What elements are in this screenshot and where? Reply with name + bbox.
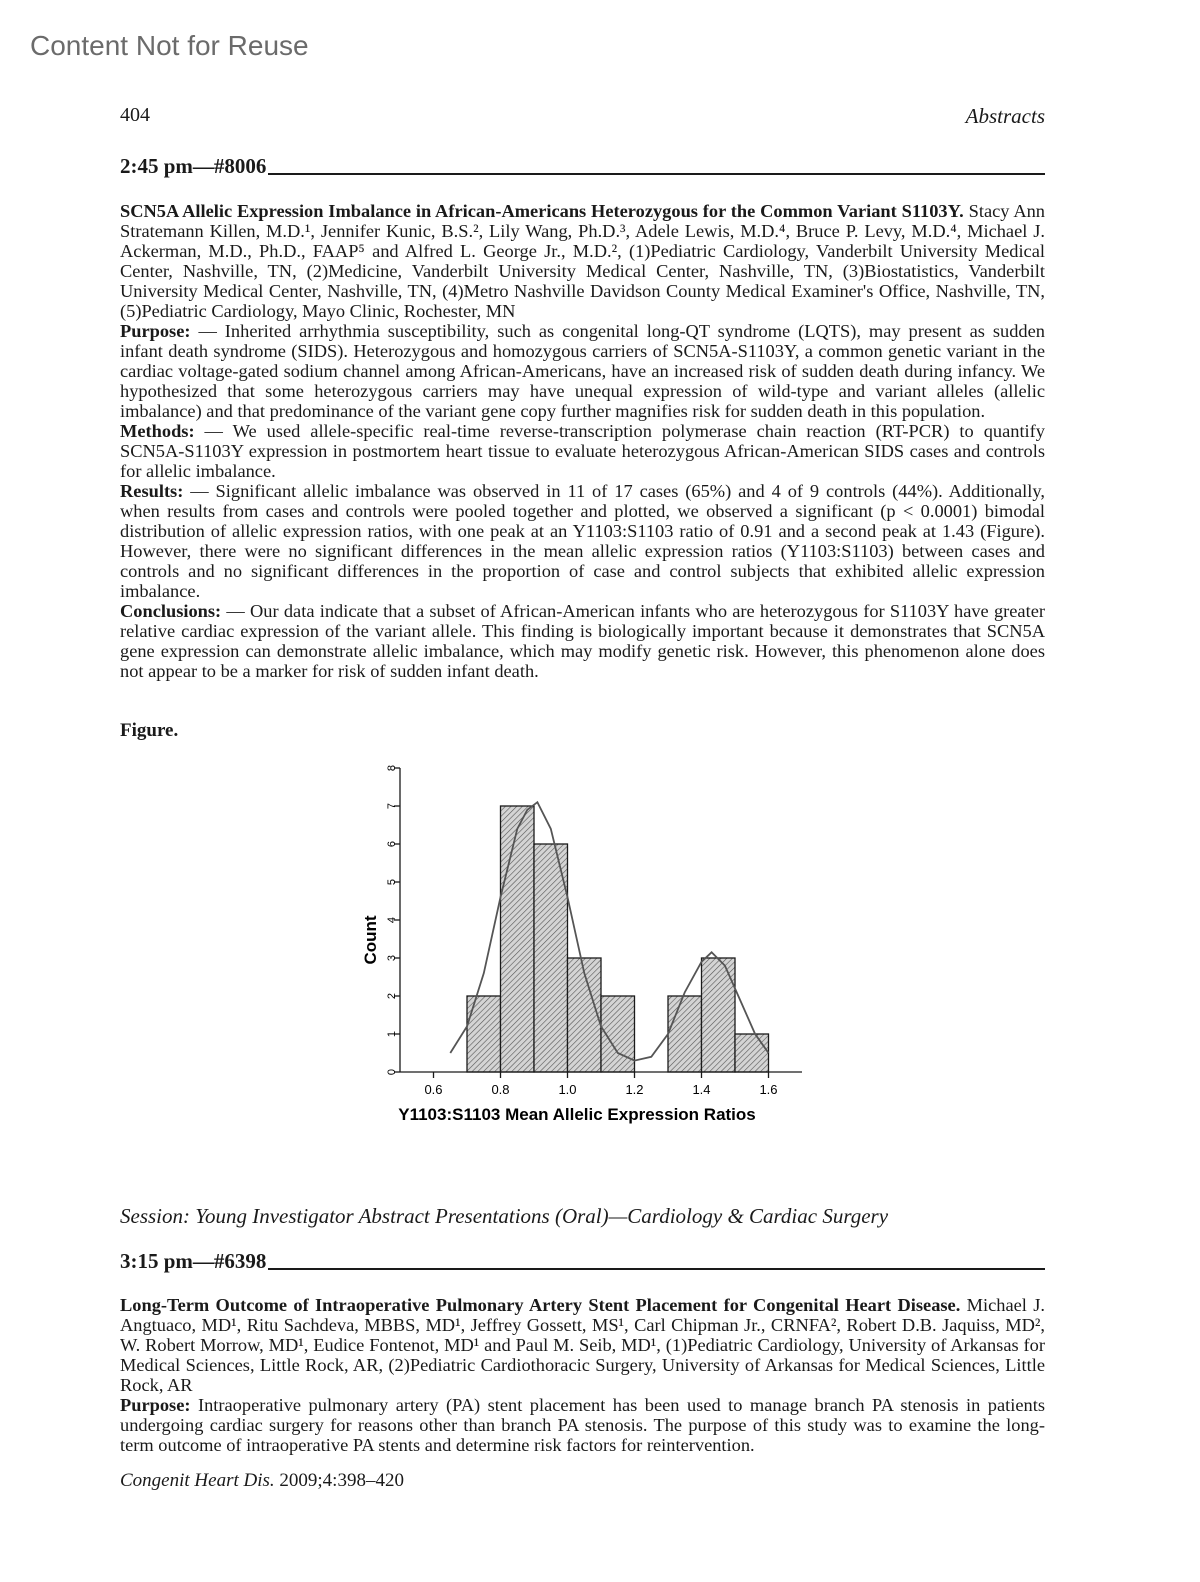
histogram-bar-8 xyxy=(735,1034,769,1072)
heading-rule xyxy=(268,1267,1045,1270)
y-ticks-layer xyxy=(386,765,400,1075)
abstract2-time-heading xyxy=(120,1249,1045,1274)
histogram-bar-1 xyxy=(467,996,501,1072)
y-tick-label: 8 xyxy=(386,764,398,772)
y-tick-label: 3 xyxy=(386,954,398,962)
x-ticks-layer xyxy=(424,1072,777,1097)
abstract2-title: Long-Term Outcome of Intraoperative Pulmonary Artery Stent Placement for Congenital Heart Disease. xyxy=(120,1295,961,1315)
x-tick-label: 1.6 xyxy=(759,1082,778,1097)
abstract1 xyxy=(120,201,1045,681)
y-tick-label: 0 xyxy=(386,1068,398,1076)
y-tick-label: 4 xyxy=(386,916,398,924)
x-tick-label: 0.8 xyxy=(491,1082,510,1097)
histogram-bar-6 xyxy=(668,996,702,1072)
abstract1-authors: Stacy Ann Stratemann Killen, M.D.¹, Jennifer Kunic, B.S.², Lily Wang, Ph.D.³, Adele Lewis, M.D.⁴, Bruce P. Levy, M.D.⁴, Michael J. Ackerman, M.D., Ph.D., FAAP⁵ and Alfred L. George Jr., M.D.², (1)Pediatric Cardiology, Vanderbilt University Medical Center, Nashville, TN, (2)Medicine, Vanderbilt University Medical Center, Nashville, TN, (3)Biostatistics, Vanderbilt University Medical Center, Nashville, TN, (4)Metro Nashville Davidson County Medical Examiner's Office, Nashville, TN, (5)Pediatric Cardiology, Mayo Clinic, Rochester, MN xyxy=(120,201,1045,321)
abstract2-authors: Michael J. Angtuaco, MD¹, Ritu Sachdeva, MBBS, MD¹, Jeffrey Gossett, MS¹, Carl Chipman Jr., CRNFA², Robert D.B. Jaquiss, MD², W. Robert Morrow, MD¹, Eudice Fontenot, MD¹ and Paul M. Seib, MD¹, (1)Pediatric Cardiology, University of Arkansas for Medical Sciences, Little Rock, AR, (2)Pediatric Cardiothoracic Surgery, University of Arkansas for Medical Sciences, Little Rock, AR xyxy=(120,1295,1045,1395)
x-axis-label: Y1103:S1103 Mean Allelic Expression Ratios xyxy=(398,1105,756,1124)
citation-journal: Congenit Heart Dis. xyxy=(120,1470,275,1491)
y-tick-label: 2 xyxy=(386,992,398,1000)
session-line: Session: Young Investigator Abstract Presentations (Oral)—Cardiology & Cardiac Surgery xyxy=(120,1204,889,1228)
y-tick-label: 5 xyxy=(386,878,398,886)
citation xyxy=(120,1470,404,1492)
abstract2 xyxy=(120,1295,1045,1455)
x-tick-label: 1.4 xyxy=(692,1082,711,1097)
abstract1-results: — Significant allelic imbalance was observed in 11 of 17 cases (65%) and 4 of 9 controls (44%). Additionally, when results from cases and controls were pooled together and plotted, we observed a significant (p < 0.0001) bimodal distribution of allelic expression ratios, with one peak at an Y1103:S1103 ratio of 0.91 and a second peak at 1.43 (Figure). However, there were no significant differences in the mean allelic expression ratios (Y1103:S1103) between cases and controls and no significant differences in the proportion of case and control subjects that exhibited allelic expression imbalance. xyxy=(120,481,1045,601)
abstract2-time: 3:15 pm—#6398 xyxy=(120,1249,267,1273)
x-tick-label: 0.6 xyxy=(424,1082,443,1097)
abstract1-methods: — We used allele-specific real-time reverse-transcription polymerase chain reaction (RT-PCR) to quantify SCN5A-S1103Y expression in postmortem heart tissue to evaluate heterozygous African-American SIDS cases and controls for allelic imbalance. xyxy=(120,421,1045,481)
y-axis-label: Count xyxy=(361,915,380,965)
page-number: 404 xyxy=(120,104,150,126)
abstract1-purpose: — Inherited arrhythmia susceptibility, such as congenital long-QT syndrome (LQTS), may present as sudden infant death syndrome (SIDS). Heterozygous and homozygous carriers of SCN5A-S1103Y, a common genetic variant in the cardiac voltage-gated sodium channel among African-Americans, have an increased risk of sudden death during infancy. We hypothesized that some heterozygous carriers may have unequal expression of wild-type and variant alleles (allelic imbalance) and that predominance of the variant gene copy further magnifies risk for sudden death in this population. xyxy=(120,321,1045,421)
y-tick-label: 7 xyxy=(386,802,398,810)
histogram-figure xyxy=(350,752,830,1142)
figure-label: Figure. xyxy=(120,720,179,741)
abstract1-time-heading xyxy=(120,154,1045,179)
heading-rule xyxy=(268,172,1045,175)
histogram-bar-2 xyxy=(501,806,535,1072)
running-head: Abstracts xyxy=(965,104,1045,128)
y-tick-label: 6 xyxy=(386,840,398,848)
citation-details: 2009;4:398–420 xyxy=(274,1470,404,1491)
abstract1-time: 2:45 pm—#8006 xyxy=(120,154,267,178)
x-tick-label: 1.0 xyxy=(558,1082,577,1097)
abstract2-purpose-label: Purpose: xyxy=(120,1395,191,1415)
abstract1-conclusions: — Our data indicate that a subset of African-American infants who are heterozygous for S1103Y have greater relative cardiac expression of the variant allele. This finding is biologically important because it demonstrates that SCN5A gene expression can demonstrate allelic imbalance, which may modify genetic risk. However, this phenomenon alone does not appear to be a marker for risk of sudden infant death. xyxy=(120,601,1045,681)
watermark: Content Not for Reuse xyxy=(30,30,309,61)
y-tick-label: 1 xyxy=(386,1030,398,1038)
abstract1-purpose-label: Purpose: xyxy=(120,321,191,341)
abstract1-title: SCN5A Allelic Expression Imbalance in African-Americans Heterozygous for the Common Variant S1103Y. xyxy=(120,201,964,221)
abstract1-methods-label: Methods: xyxy=(120,421,195,441)
abstract2-purpose: Intraoperative pulmonary artery (PA) stent placement has been used to manage branch PA stenosis in patients undergoing cardiac surgery for reasons other than branch PA stenosis. The purpose of this study was to examine the long-term outcome of intraoperative PA stents and determine risk factors for reintervention. xyxy=(120,1395,1045,1455)
abstract1-conclusions-label: Conclusions: xyxy=(120,601,222,621)
abstract1-results-label: Results: xyxy=(120,481,184,501)
x-tick-label: 1.2 xyxy=(625,1082,644,1097)
